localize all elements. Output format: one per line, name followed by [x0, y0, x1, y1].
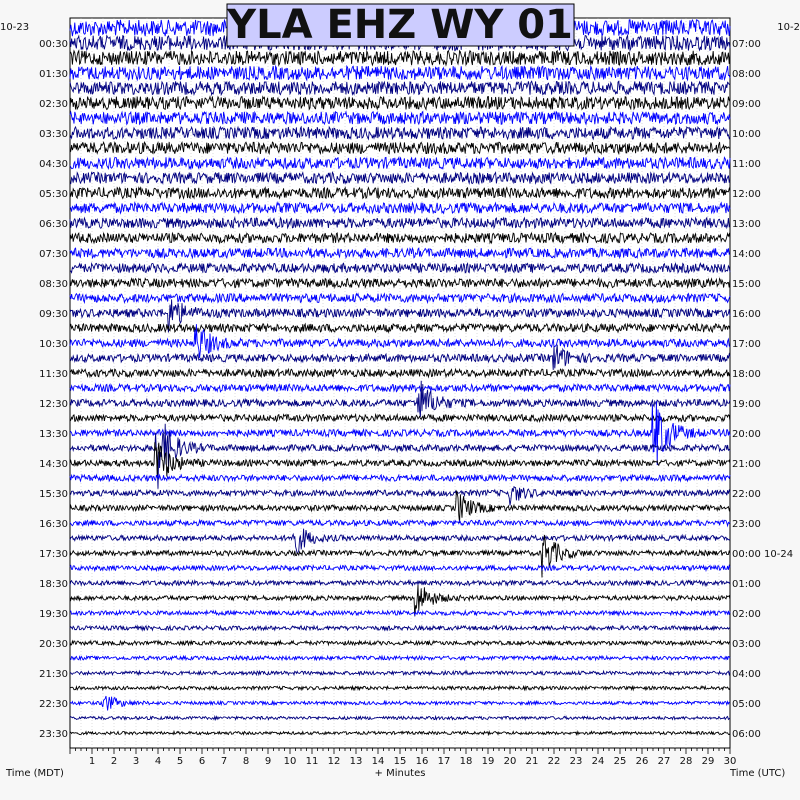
x-tick-label: 27	[657, 756, 671, 767]
left-hour-label: 20:30	[39, 639, 68, 650]
left-hour-label: 01:30	[39, 69, 68, 80]
x-tick-label: 22	[547, 756, 561, 767]
x-tick-label: 24	[591, 756, 605, 767]
right-hour-label: 01:00	[732, 579, 761, 590]
left-hour-label: 06:30	[39, 219, 68, 230]
right-hour-label: 04:00	[732, 669, 761, 680]
x-tick-label: 13	[349, 756, 363, 767]
right-hour-label: 19:00	[732, 399, 761, 410]
right-hour-label: 20:00	[732, 429, 761, 440]
x-tick-label: 12	[327, 756, 341, 767]
left-hour-label: 10:30	[39, 339, 68, 350]
left-hour-label: 09:30	[39, 309, 68, 320]
left-hour-label: 21:30	[39, 669, 68, 680]
right-hour-label: 14:00	[732, 249, 761, 260]
x-tick-label: 25	[613, 756, 627, 767]
right-hour-label: 05:00	[732, 699, 761, 710]
date-left-label: 10-23	[0, 22, 30, 33]
x-tick-label: 19	[481, 756, 495, 767]
right-hour-label: 08:00	[732, 69, 761, 80]
x-tick-label: 30	[723, 756, 737, 767]
x-tick-label: 1	[88, 756, 96, 767]
x-tick-label: 4	[154, 756, 162, 767]
x-tick-label: 18	[459, 756, 473, 767]
right-hour-label: 16:00	[732, 309, 761, 320]
x-tick-label: 6	[198, 756, 206, 767]
right-hour-label: 10:00	[732, 129, 761, 140]
right-hour-label: 09:00	[732, 99, 761, 110]
x-tick-label: 28	[679, 756, 693, 767]
left-hour-label: 19:30	[39, 609, 68, 620]
left-hour-label: 16:30	[39, 519, 68, 530]
right-hour-label: 18:00	[732, 369, 761, 380]
left-hour-label: 02:30	[39, 99, 68, 110]
left-hour-label: 05:30	[39, 189, 68, 200]
left-hour-label: 13:30	[39, 429, 68, 440]
x-tick-label: 21	[525, 756, 539, 767]
x-tick-label: 2	[110, 756, 118, 767]
x-tick-label: 15	[393, 756, 407, 767]
x-tick-label: 16	[415, 756, 429, 767]
right-hour-label: 15:00	[732, 279, 761, 290]
left-hour-label: 12:30	[39, 399, 68, 410]
x-tick-label: 10	[283, 756, 297, 767]
x-tick-label: 29	[701, 756, 715, 767]
left-hour-label: 22:30	[39, 699, 68, 710]
left-hour-label: 07:30	[39, 249, 68, 260]
x-tick-label: 23	[569, 756, 583, 767]
right-hour-label: 02:00	[732, 609, 761, 620]
x-tick-label: 9	[264, 756, 272, 767]
x-tick-label: 11	[305, 756, 319, 767]
left-hour-label: 15:30	[39, 489, 68, 500]
right-hour-label: 22:00	[732, 489, 761, 500]
x-tick-label: 7	[220, 756, 228, 767]
x-tick-label: 14	[371, 756, 385, 767]
right-hour-label: 13:00	[732, 219, 761, 230]
right-hour-labels	[732, 39, 793, 740]
x-tick-label: 5	[176, 756, 184, 767]
right-hour-label: 23:00	[732, 519, 761, 530]
right-hour-label: 12:00	[732, 189, 761, 200]
left-axis-label: Time (MDT)	[6, 768, 64, 779]
right-hour-label: 21:00	[732, 459, 761, 470]
bottom-axis-label: + Minutes	[374, 768, 426, 779]
left-hour-label: 08:30	[39, 279, 68, 290]
left-hour-label: 11:30	[39, 369, 68, 380]
right-hour-label: 11:00	[732, 159, 761, 170]
x-tick-label: 8	[242, 756, 250, 767]
left-hour-labels	[39, 39, 68, 740]
right-hour-label: 06:00	[732, 729, 761, 740]
x-axis-ticks	[70, 748, 736, 767]
date-right-label: 10-2	[777, 22, 800, 33]
left-hour-label: 04:30	[39, 159, 68, 170]
left-hour-label: 14:30	[39, 459, 68, 470]
plot-background	[70, 18, 730, 748]
right-hour-label: 00:00 10-24	[732, 549, 794, 560]
right-axis-label: Time (UTC)	[730, 768, 786, 779]
right-hour-label: 03:00	[732, 639, 761, 650]
x-tick-label: 20	[503, 756, 517, 767]
x-tick-label: 3	[132, 756, 140, 767]
x-tick-label: 17	[437, 756, 451, 767]
left-hour-label: 18:30	[39, 579, 68, 590]
left-hour-label: 17:30	[39, 549, 68, 560]
right-hour-label: 07:00	[732, 39, 761, 50]
right-hour-label: 17:00	[732, 339, 761, 350]
x-tick-label: 26	[635, 756, 649, 767]
left-hour-label: 03:30	[39, 129, 68, 140]
chart-title: YLA EHZ WY 01	[227, 2, 573, 48]
left-hour-label: 23:30	[39, 729, 68, 740]
left-hour-label: 00:30	[39, 39, 68, 50]
